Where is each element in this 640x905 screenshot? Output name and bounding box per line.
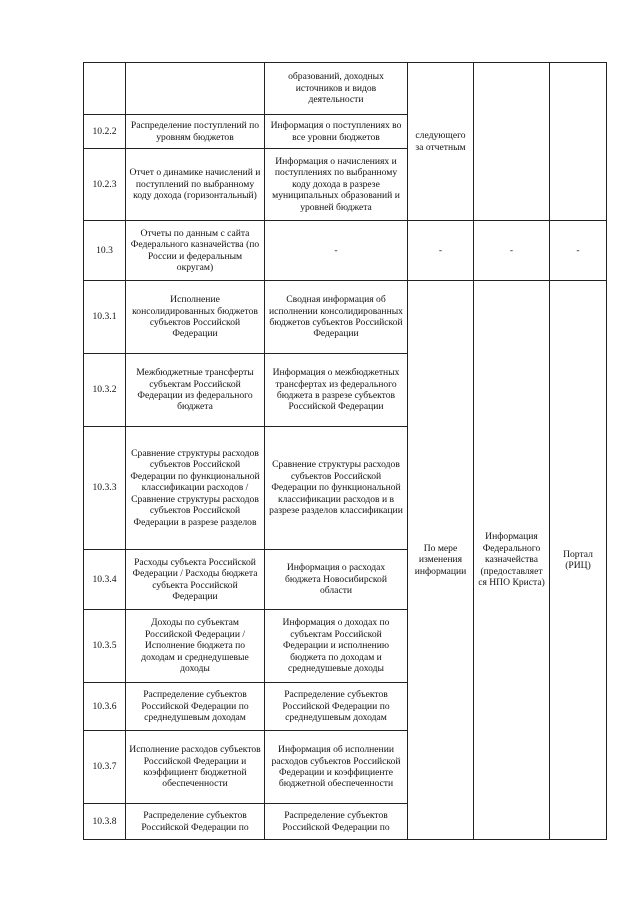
report-info: Сводная информация об исполнении консолидированных бюджетов субъектов Российской Федерации — [265, 281, 408, 354]
report-info: Сравнение структуры расходов субъектов Российской Федерации по функциональной классификации расходов и в разрезе разделов классификации — [265, 427, 408, 550]
row-number: 10.3.1 — [84, 281, 126, 354]
table-row — [84, 63, 607, 115]
report-info: образований, доходных источников и видов деятельности — [265, 63, 408, 115]
place-cell — [550, 63, 607, 221]
source-cell: - — [474, 221, 550, 281]
row-number — [84, 63, 126, 115]
report-info: Информация об исполнении расходов субъектов Российской Федерации и коэффициенте бюджетной обеспеченности — [265, 731, 408, 804]
row-number: 10.3.5 — [84, 610, 126, 683]
period-cell: По мере изменения информации — [408, 281, 474, 840]
report-info: - — [265, 221, 408, 281]
row-number: 10.3.3 — [84, 427, 126, 550]
report-info: Информация о межбюджетных трансфертах из федерального бюджета в разрезе субъектов Российской Федерации — [265, 354, 408, 427]
report-info: Информация о поступлениях во все уровни бюджетов — [265, 115, 408, 149]
report-name: Распределение субъектов Российской Федерации по — [126, 804, 265, 840]
report-info: Информация о расходах бюджета Новосибирской области — [265, 550, 408, 610]
period-cell: следующего за отчетным — [408, 63, 474, 221]
row-number: 10.2.2 — [84, 115, 126, 149]
row-number: 10.3.8 — [84, 804, 126, 840]
source-cell — [474, 63, 550, 221]
place-cell: Портал (РИЦ) — [550, 281, 607, 840]
row-number: 10.3.2 — [84, 354, 126, 427]
report-info: Распределение субъектов Российской Федерации по среднедушевым доходам — [265, 683, 408, 731]
report-name: Распределение субъектов Российской Федерации по среднедушевым доходам — [126, 683, 265, 731]
report-name: Расходы субъекта Российской Федерации / Расходы бюджета субъекта Российской Федерации — [126, 550, 265, 610]
report-name: Доходы по субъектам Российской Федерации / Исполнение бюджета по доходам и среднедушевые доходы — [126, 610, 265, 683]
report-name: Исполнение расходов субъектов Российской Федерации и коэффициент бюджетной обеспеченности — [126, 731, 265, 804]
place-cell: - — [550, 221, 607, 281]
row-number: 10.3.4 — [84, 550, 126, 610]
source-cell: Информация Федерального казначейства (предоставляет ся НПО Криста) — [474, 281, 550, 840]
row-number: 10.3.6 — [84, 683, 126, 731]
row-number: 10.3 — [84, 221, 126, 281]
row-number: 10.2.3 — [84, 149, 126, 221]
report-name: Отчет о динамике начислений и поступлений по выбранному коду дохода (горизонтальный) — [126, 149, 265, 221]
table-row — [84, 221, 607, 281]
report-name — [126, 63, 265, 115]
report-info: Распределение субъектов Российской Федерации по — [265, 804, 408, 840]
report-name: Исполнение консолидированных бюджетов субъектов Российской Федерации — [126, 281, 265, 354]
report-name: Межбюджетные трансферты субъектам Российской Федерации из федерального бюджета — [126, 354, 265, 427]
report-name: Сравнение структуры расходов субъектов Российской Федерации по функциональной классификации расходов / Сравнение структуры расходов субъектов Российской Федерации в разрезе разделов — [126, 427, 265, 550]
report-info: Информация о начислениях и поступлениях по выбранному коду дохода в разрезе муниципальных образований и уровней бюджета — [265, 149, 408, 221]
report-table — [83, 62, 607, 840]
report-name: Отчеты по данным с сайта Федерального казначейства (по России и федеральным округам) — [126, 221, 265, 281]
table-row — [84, 281, 607, 354]
period-cell: - — [408, 221, 474, 281]
report-info: Информация о доходах по субъектам Российской Федерации и исполнению бюджета по доходам и среднедушевые доходы — [265, 610, 408, 683]
report-name: Распределение поступлений по уровням бюджетов — [126, 115, 265, 149]
row-number: 10.3.7 — [84, 731, 126, 804]
